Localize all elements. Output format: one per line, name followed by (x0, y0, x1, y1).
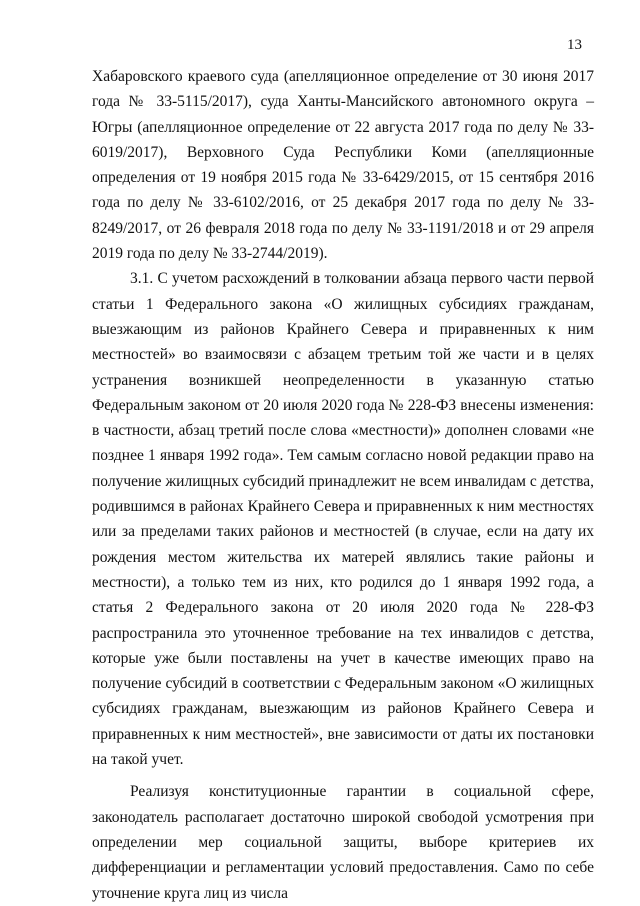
page-number: 13 (567, 37, 582, 53)
document-body (92, 64, 594, 906)
paragraph-continuation: Хабаровского краевого суда (апелляционное определение от 30 июня 2017 года № 33-5115/2017), суда Ханты-Мансийского автономного округа – Югры (апелляционное определение от 22 августа 2017 года по делу № 33-6019/2017), Верховного Суда Республики Коми (апелляционные определения от 19 ноября 2015 года № 33-6429/2015, от 15 сентября 2016 года по делу № 33-6102/2016, от 25 декабря 2017 года по делу № 33-8249/2017, от 26 февраля 2018 года по делу № 33-1191/2018 и от 29 апреля 2019 года по делу № 33-2744/2019). (92, 68, 594, 263)
paragraph-constitutional-guarantees: Реализуя конституционные гарантии в социальной сфере, законодатель располагает достаточно широкой свободой усмотрения при определении мер социальной защиты, выборе критериев их дифференциации и регламентации условий предоставления. Само по себе уточнение круга лиц из числа (92, 783, 594, 902)
paragraph-section-3-1: 3.1. С учетом расхождений в толковании абзаца первого части первой статьи 1 Федерального закона «О жилищных субсидиях гражданам, выезжающим из районов Крайнего Севера и приравненных к ним местностей» во взаимосвязи с абзацем третьим той же части и в целях устранения возникшей неопределенности в указанную статью Федеральным законом от 20 июля 2020 года № 228-ФЗ внесены изменения: в частности, абзац третий после слова «местности)» дополнен словами «не позднее 1 января 1992 года». Тем самым согласно новой редакции право на получение жилищных субсидий принадлежит не всем инвалидам с детства, родившимся в районах Крайнего Севера и приравненных к ним местностях или за пределами таких районов и местностей (в случае, если на дату их рождения местом жительства их матерей являлись такие районы и местности), а только тем из них, кто родился до 1 января 1992 года, а статья 2 Федерального закона от 20 июля 2020 года № 228-ФЗ распространила это уточненное требование на тех инвалидов с детства, которые уже были поставлены на учет в качестве имеющих право на получение субсидий в соответствии с Федеральным законом «О жилищных субсидиях гражданам, выезжающим из районов Крайнего Севера и приравненных к ним местностей», вне зависимости от даты их постановки на такой учет. (92, 270, 594, 769)
